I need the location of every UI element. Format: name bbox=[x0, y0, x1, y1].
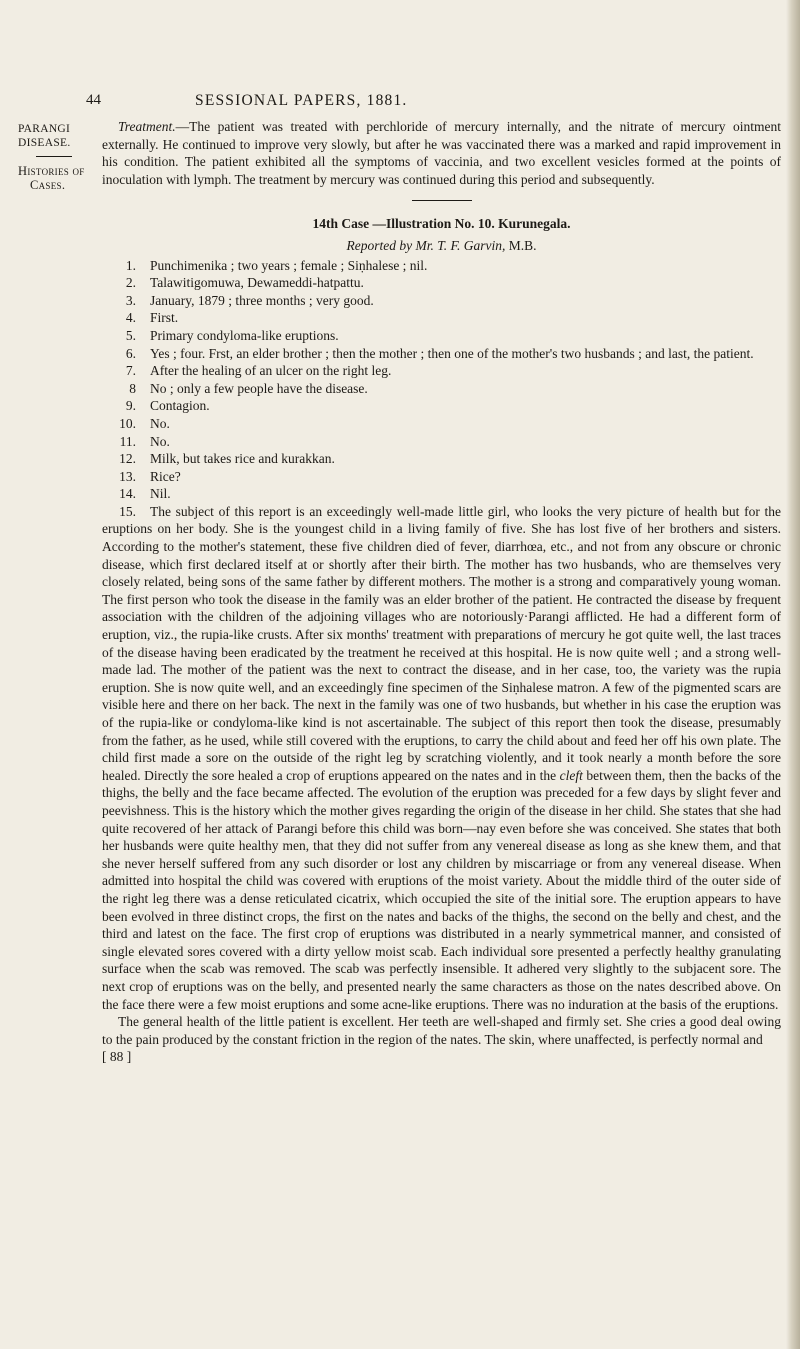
body-text bbox=[102, 118, 781, 1066]
case-item: 3. January, 1879 ; three months ; very good. bbox=[125, 292, 374, 308]
page-header bbox=[0, 92, 800, 114]
case-item: 7. After the healing of an ulcer on the right leg. bbox=[125, 363, 392, 379]
case-item: 10. No. bbox=[119, 415, 170, 431]
case-item: 8 No ; only a few people have the disease. bbox=[129, 380, 368, 396]
case-item: 11. No. bbox=[119, 433, 170, 449]
final-paragraph: The general health of the little patient is excellent. Her teeth are well-shaped and firmly set. She cries a good deal owing to the pain produced by the constant friction in the region of the nates. The skin, where unaffected, is perfectly normal and bbox=[102, 1014, 781, 1047]
margin-notes bbox=[18, 122, 88, 192]
page-number: 44 bbox=[86, 92, 101, 108]
reported-suffix: M.B. bbox=[508, 237, 537, 253]
section-divider bbox=[412, 200, 472, 201]
margin-section-line-1: Histories of bbox=[18, 164, 85, 178]
case-item: 1. Punchimenika ; two years ; female ; Siṇhalese ; nil. bbox=[125, 257, 428, 273]
page-edge-shadow bbox=[786, 0, 800, 1349]
case-item: 12. Milk, but takes rice and kurakkan. bbox=[119, 451, 335, 467]
case-item-15: 15. The subject of this report is an exceedingly well-made little girl, who looks the very picture of health but for the eruptions on her body. She is the youngest child in a living family of five. She has lost five of her brothers and sisters. According to the mother's statement, these five children died of fever, diarrhœa, etc., and not from any obscure or chronic disease, which first declared itself at or shortly after their birth. The mother has two husbands, who are themselves very closely related, being sons of the same father by different mothers. The mother is a strong and comparatively young woman. The first person who took the disease in the family was an elder brother of the patient. He contracted the disease by frequent association with the children of the adjoining villages who are notoriously·Parangi afflicted. He had a different form of eruption, viz., the rupia-like crusts. After six months' treatment with preparations of mercury he got quite well, the last traces of the disease having been eradicated by the treatment he received at this hospital. He is now quite well ; and a strong well-made lad. The mother of the patient was the next to contract the disease, and in her case, too, the variety was the rupia eruption. She is now quite well, and an exceedingly fine specimen of the Siṇhalese matron. A few of the pigmented scars are visible here and there on her back. The next in the family was one of two husbands, but whether in his case the eruption was of the rupia-like or condyloma-like kind is not ascertainable. The subject of this report then took the disease, presumably from the father, as he used, while still covered with the eruptions, to carry the child about and feed her off his own plate. The child first made a sore on the outside of the right leg by scratching violently, and it took nearly a month before the sore healed. Directly the sore healed a crop of eruptions appeared on the nates and in the cleft between them, then the backs of the thighs, the belly and the face became affected. The evolution of the eruption was preceded for a few days by slight fever and peevishness. This is the history which the mother gives regarding the origin of the disease in her child. She states that she had quite recovered of her attack of Parangi before this child was born—nay even before she was conceived. She states that both her husbands were quite healthy men, that they did not suffer from any venereal disease as long as she knew them, and that she never herself suffered from any such disorder or lost any children by miscarriage or from any venereal disease. When admitted into hospital the child was covered with eruptions of the moist variety. About the middle third of the outer side of the right leg there was a dense reticulated cicatrix, which occupied the site of the initial sore. The eruption appears to have been evolved in three distinct crops, the first on the nates and backs of the thighs, the second on the belly and chest, and the third and latest on the face. The first crop of eruptions was distributed in a nearly symmetrical manner, and consisted of single elevated sores covered with a dirty yellow moist scab. Each individual sore presented a perfectly healthy granulating surface when the scab was removed. The scab was perfectly insensible. It adhered very slightly to the subjacent sore. The next crop of eruptions was on the belly, and presented nearly the same characters as those on the nates described above. On the face there were a few moist eruptions and some acne-like eruptions. There was no induration at the basis of the eruptions. bbox=[102, 503, 781, 1012]
treatment-lead: Treatment. bbox=[118, 119, 176, 134]
case-item: 4. First. bbox=[125, 310, 179, 326]
case-item: 9. Contagion. bbox=[125, 398, 210, 414]
margin-topic-line-2: DISEASE. bbox=[18, 137, 71, 149]
case-item: 2. Talawitigomuwa, Dewameddi-hatpattu. bbox=[125, 275, 364, 291]
margin-topic-line-1: PARANGI bbox=[18, 123, 71, 135]
margin-rule bbox=[36, 156, 72, 157]
treatment-text: —The patient was treated with perchloride of mercury internally, and the nitrate of mercury ointment externally. He continued to improve very slowly, but after he was vaccinated there was a marked and rapid improvement in his condition. The patient exhibited all the symptoms of vaccinia, and two excellent vesicles formed at the points of inoculation with lymph. The treatment by mercury was continued during this period and subsequently. bbox=[102, 119, 781, 187]
case-item: 14. Nil. bbox=[119, 486, 171, 502]
case-heading: 14th Case —Illustration No. 10. Kurunegala. bbox=[312, 216, 571, 232]
case-item: 6. Yes ; four. Frst, an elder brother ; then the mother ; then one of the mother's two husbands ; and last, the patient. bbox=[125, 345, 754, 361]
case-item: 13. Rice? bbox=[119, 468, 181, 484]
reported-name: T. F. Garvin, bbox=[437, 237, 506, 253]
reported-prefix: Reported by Mr. bbox=[346, 237, 434, 253]
case-reporter bbox=[102, 237, 781, 255]
running-title: SESSIONAL PAPERS, 1881. bbox=[195, 92, 408, 109]
case-items bbox=[102, 257, 781, 1014]
signature-mark: [ 88 ] bbox=[102, 1049, 132, 1065]
treatment-paragraph bbox=[102, 118, 781, 188]
case-item: 5. Primary condyloma-like eruptions. bbox=[125, 327, 339, 343]
margin-section-line-2: Cases. bbox=[30, 178, 66, 192]
italic-cleft: cleft bbox=[559, 767, 583, 783]
